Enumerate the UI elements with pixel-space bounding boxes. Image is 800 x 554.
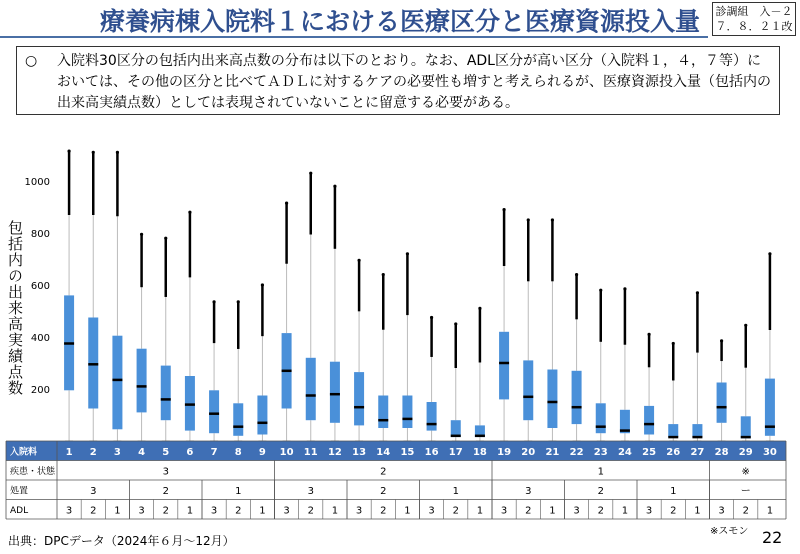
adl-value: 2 — [742, 505, 749, 517]
adl-value: 3 — [718, 505, 725, 517]
x-tick-label: 4 — [138, 447, 146, 458]
adl-value: 1 — [186, 505, 194, 517]
y-tick-label: 200 — [30, 385, 50, 396]
outlier-point — [502, 208, 505, 211]
adl-value: 2 — [597, 505, 604, 517]
x-tick-label: 30 — [762, 447, 777, 458]
box-iqr — [233, 403, 243, 436]
table-row-label: 処置 — [10, 486, 29, 497]
outlier-point — [430, 316, 433, 319]
box-iqr — [644, 406, 654, 435]
disease-group-label: 3 — [162, 466, 169, 478]
x-tick-label: 10 — [279, 447, 294, 458]
box-iqr — [330, 362, 340, 423]
box-iqr — [112, 336, 122, 430]
adl-value: 1 — [114, 505, 121, 517]
adl-value: 2 — [670, 505, 677, 517]
page-number: 22 — [762, 528, 783, 547]
box-iqr — [378, 396, 388, 429]
procedure-group-label: 2 — [380, 486, 387, 497]
x-tick-label: 16 — [424, 447, 439, 458]
disease-group-label: 1 — [597, 466, 604, 478]
adl-value: 3 — [645, 505, 653, 517]
x-tick-label: 19 — [497, 447, 512, 458]
x-tick-label: 27 — [690, 447, 705, 458]
outlier-point — [164, 237, 167, 240]
x-tick-label: 6 — [186, 447, 194, 458]
disease-group-label: 2 — [380, 466, 387, 478]
x-tick-label: 11 — [303, 447, 318, 458]
disease-group-label: ※ — [741, 466, 750, 478]
doc-ref-line1: 診調組 入－２ — [715, 5, 793, 18]
outlier-point — [261, 283, 264, 286]
y-tick-label: 1000 — [24, 177, 50, 188]
outlier-point — [92, 151, 95, 154]
adl-value: 1 — [766, 505, 774, 517]
x-tick-label: 1 — [65, 447, 73, 458]
procedure-group-label: 2 — [162, 486, 169, 497]
adl-value: 2 — [452, 505, 459, 517]
source-note: 出典：DPCデータ（2024年６月～12月） — [8, 534, 235, 548]
box-iqr — [427, 402, 437, 431]
outlier-point — [333, 185, 336, 188]
x-tick-label: 25 — [642, 447, 657, 458]
adl-value: 3 — [355, 505, 363, 517]
adl-value: 3 — [428, 505, 435, 517]
outlier-point — [406, 252, 409, 255]
outlier-point — [672, 342, 675, 345]
outlier-point — [140, 233, 143, 236]
outlier-point — [382, 273, 385, 276]
outlier-point — [720, 339, 723, 342]
box-iqr — [306, 358, 316, 420]
box-iqr — [547, 370, 557, 429]
box-iqr — [523, 360, 533, 420]
outlier-point — [575, 273, 578, 276]
box-iqr — [668, 424, 678, 437]
outlier-point — [357, 259, 360, 262]
x-tick-label: 7 — [210, 447, 218, 458]
adl-value: 2 — [235, 505, 242, 517]
adl-value: 3 — [573, 505, 580, 517]
adl-value: 1 — [621, 505, 629, 517]
box-iqr — [257, 396, 267, 435]
outlier-point — [623, 287, 626, 290]
adl-value: 1 — [549, 505, 556, 517]
adl-value: 1 — [331, 505, 339, 517]
x-tick-label: 20 — [521, 447, 536, 458]
outlier-point — [696, 291, 699, 294]
x-tick-label: 26 — [666, 447, 681, 458]
procedure-group-label: 3 — [90, 486, 97, 497]
outlier-point — [527, 218, 530, 221]
y-tick-label: 600 — [30, 281, 50, 292]
table-row-label: 疾患・状態 — [10, 467, 56, 477]
outlier-point — [599, 289, 602, 292]
adl-value: 3 — [210, 505, 218, 517]
adl-value: 2 — [525, 505, 532, 517]
adl-value: 2 — [90, 505, 97, 517]
adl-value: 1 — [259, 505, 266, 517]
box-iqr — [717, 383, 727, 423]
page-title: 療養病棟入院料１における医療区分と医療資源投入量 — [100, 7, 701, 36]
outlier-point — [647, 333, 650, 336]
procedure-group-label: 1 — [452, 486, 459, 497]
x-tick-label: 8 — [234, 447, 242, 458]
adl-value: 3 — [283, 505, 290, 517]
outlier-point — [768, 252, 771, 255]
outlier-point — [237, 300, 240, 303]
outlier-point — [551, 218, 554, 221]
outlier-point — [478, 307, 481, 310]
adl-value: 3 — [65, 505, 73, 517]
outlier-point — [188, 211, 191, 214]
y-tick-label: 800 — [30, 229, 50, 240]
x-tick-label: 23 — [593, 447, 608, 458]
x-tick-label: 24 — [617, 447, 632, 458]
x-tick-label: 12 — [327, 447, 342, 458]
x-tick-label: 9 — [258, 447, 266, 458]
note-bullet: ○ — [25, 53, 38, 69]
procedure-group-label: ー — [740, 486, 751, 497]
x-tick-label: 3 — [113, 447, 121, 458]
x-tick-label: 28 — [714, 447, 729, 458]
adl-value: 3 — [500, 505, 508, 517]
x-tick-label: 2 — [89, 447, 97, 458]
doc-ref-line2: ７．８．２１改 — [715, 20, 793, 33]
box-iqr — [209, 390, 219, 433]
x-tick-label: 17 — [448, 447, 463, 458]
box-iqr — [741, 416, 751, 438]
adl-value: 2 — [307, 505, 314, 517]
box-iqr — [572, 371, 582, 424]
adl-value: 1 — [404, 505, 411, 517]
outlier-point — [285, 202, 288, 205]
box-iqr — [402, 396, 412, 429]
adl-value: 1 — [694, 505, 701, 517]
procedure-group-label: 3 — [525, 486, 532, 497]
note-text: 入院料30区分の包括内出来高点数の分布は以下のとおり。なお、ADL区分が高い区分（入院料１，４，７等）においては、その他の区分と比べてＡＤＬに対するケアの必要性も増すと考えられるが、医療資源投入量（包括内の出来高実績点数）としては表現されていないことに留意する必要がある。 — [57, 53, 771, 111]
outlier-point — [309, 172, 312, 175]
box-iqr — [499, 332, 509, 400]
box-iqr — [137, 349, 147, 413]
box-iqr — [692, 424, 702, 437]
box-iqr — [88, 318, 98, 409]
adl-value: 2 — [162, 505, 169, 517]
x-tick-label: 18 — [472, 447, 487, 458]
outlier-point — [744, 324, 747, 327]
x-tick-label: 14 — [376, 447, 391, 458]
x-tick-label: 5 — [162, 447, 170, 458]
x-tick-label: 29 — [738, 447, 753, 458]
outlier-point — [67, 150, 70, 153]
y-tick-label: 400 — [30, 333, 50, 344]
procedure-group-label: 1 — [235, 486, 242, 497]
box-iqr — [596, 403, 606, 433]
x-tick-label: 15 — [400, 447, 415, 458]
procedure-group-label: 1 — [670, 486, 677, 497]
adl-value: 2 — [380, 505, 387, 517]
box-iqr — [161, 366, 171, 421]
smon-note: ※スモン — [710, 526, 749, 537]
table-row-label: 入院料 — [10, 447, 38, 458]
box-iqr — [185, 376, 195, 431]
x-tick-label: 21 — [545, 447, 560, 458]
x-tick-label: 13 — [352, 447, 367, 458]
procedure-group-label: 2 — [597, 486, 604, 497]
y-axis-label: 包括内の出来高実績点数 — [6, 220, 24, 396]
outlier-point — [454, 322, 457, 325]
outlier-point — [116, 151, 119, 154]
box-iqr — [354, 372, 364, 425]
x-tick-label: 22 — [569, 447, 584, 458]
procedure-group-label: 3 — [307, 486, 314, 497]
adl-value: 3 — [138, 505, 145, 517]
outlier-point — [212, 300, 215, 303]
adl-value: 1 — [476, 505, 484, 517]
table-row-label: ADL — [10, 506, 29, 516]
